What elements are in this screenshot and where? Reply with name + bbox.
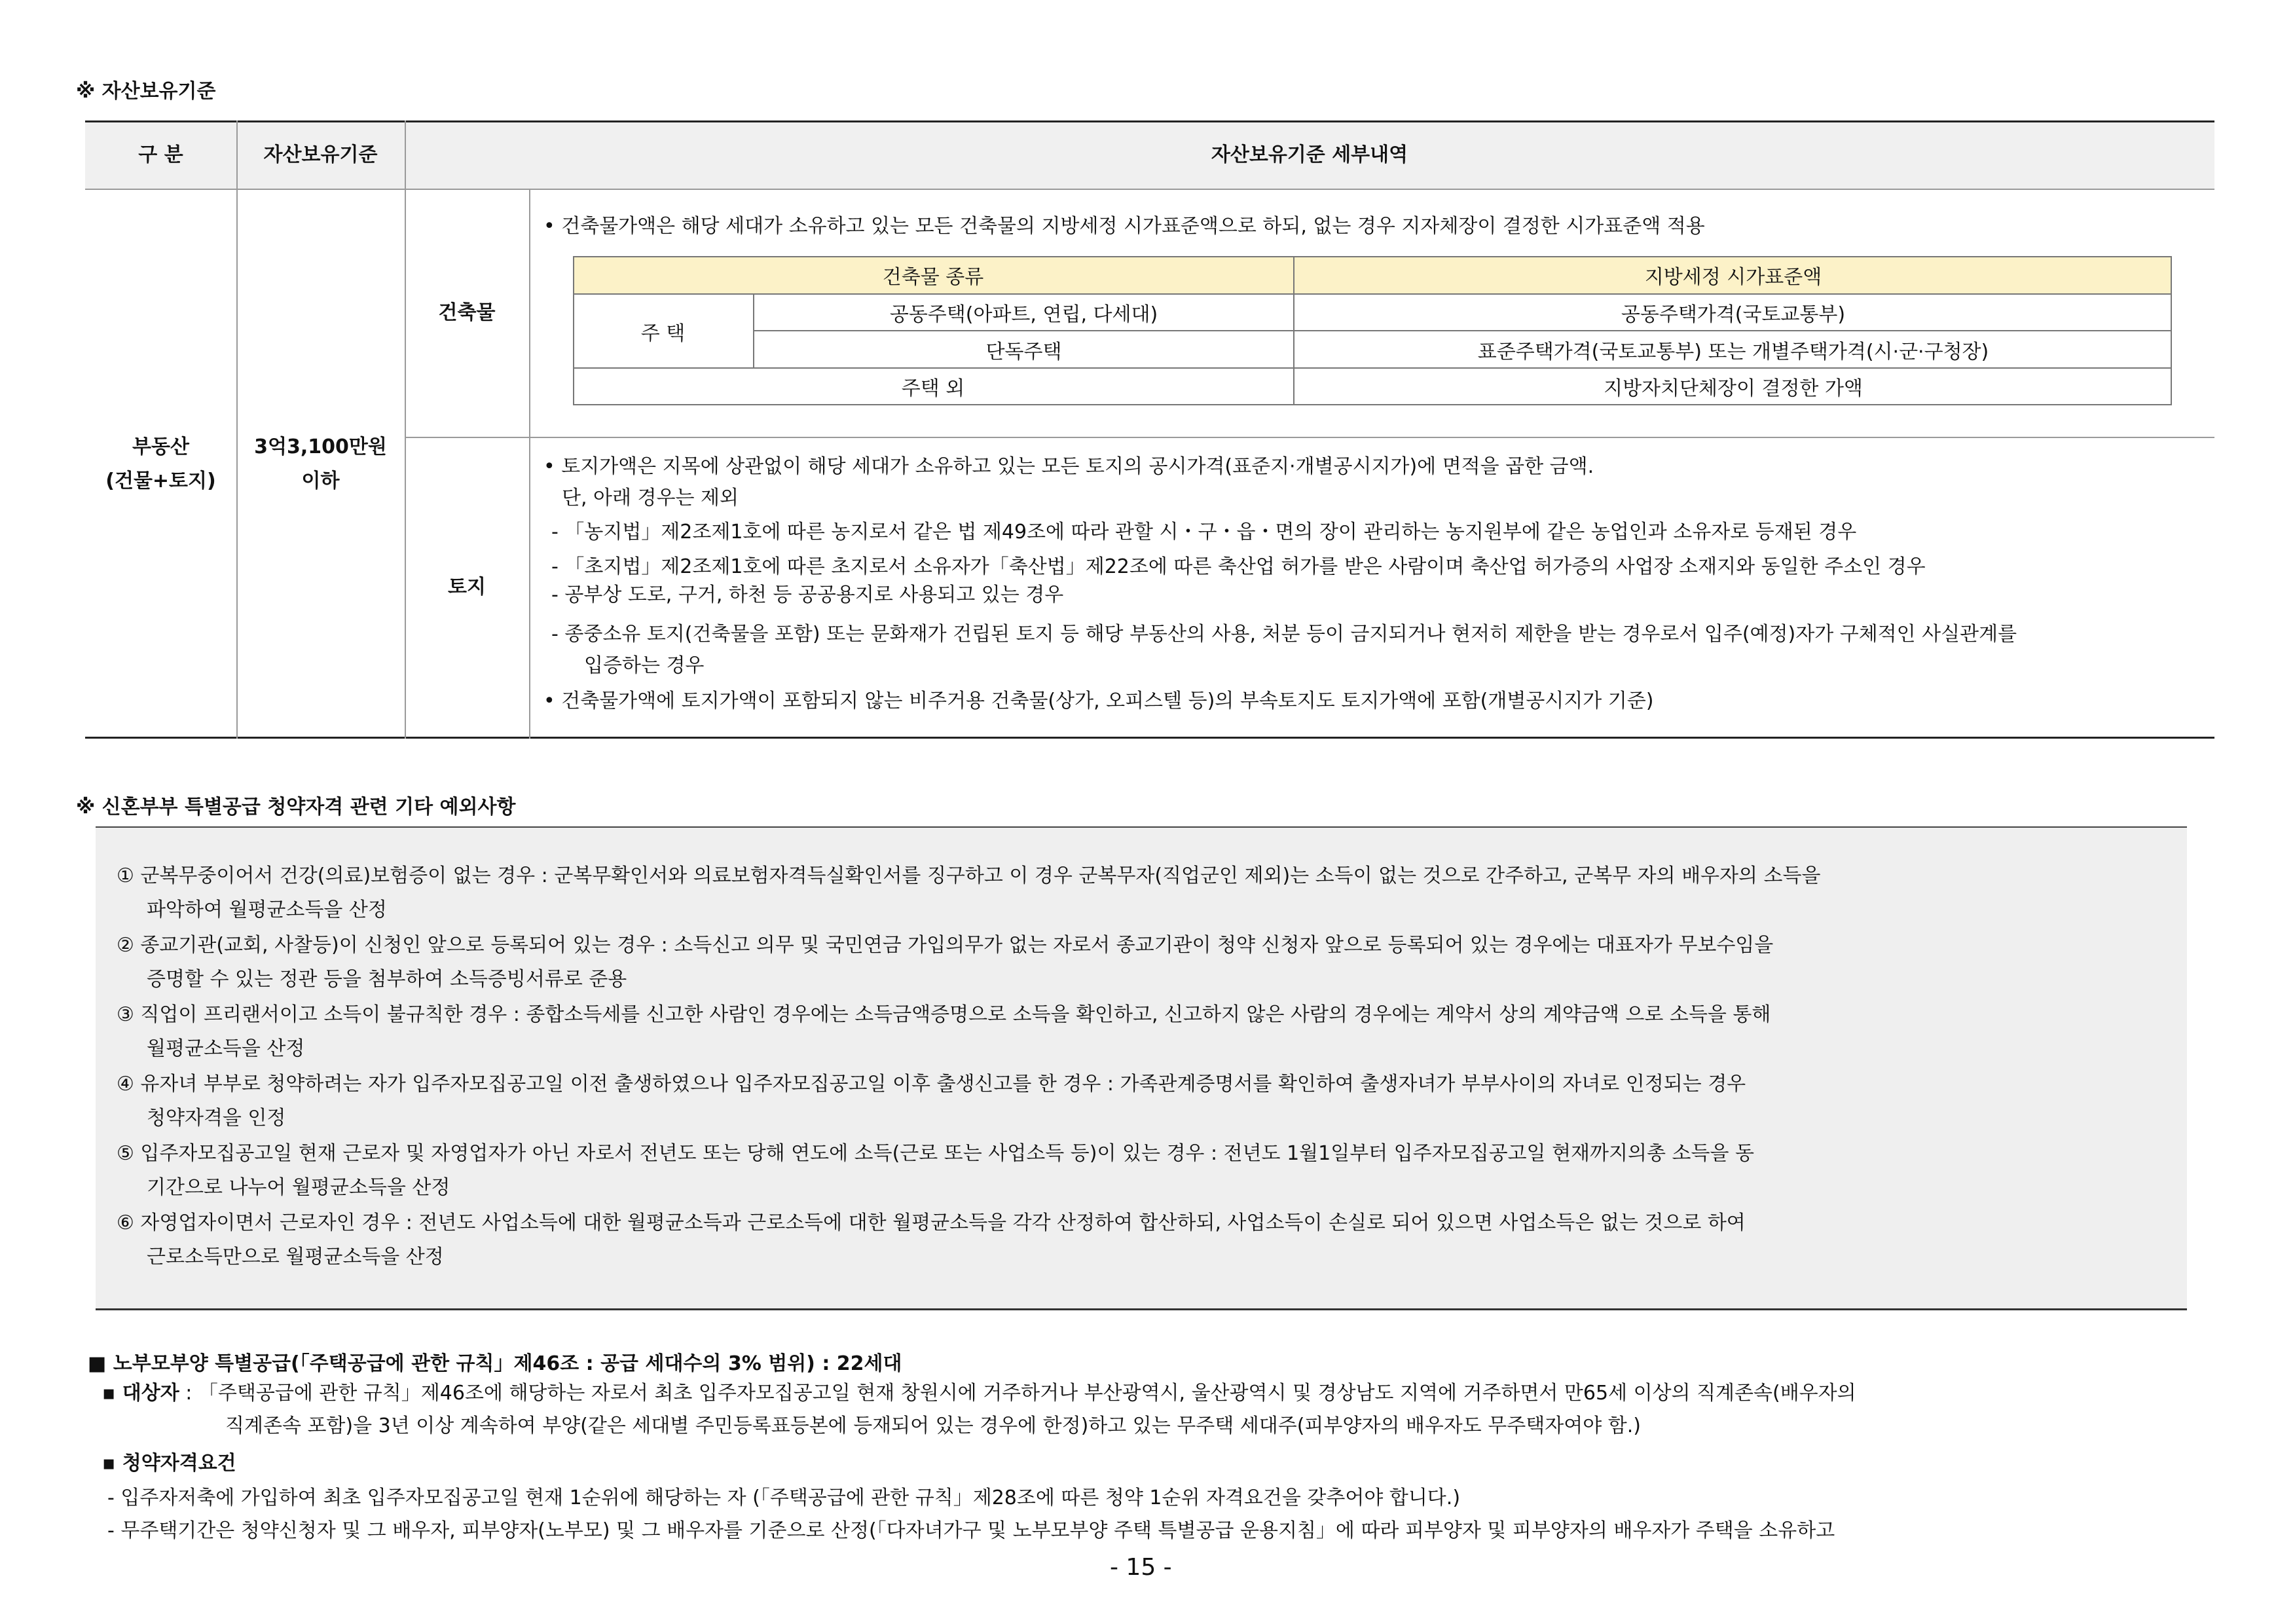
bt-row1-type: 공동주택(아파트, 연립, 다세대) (889, 303, 1158, 326)
header-category: 구 분 (138, 143, 183, 166)
land-line-8: • 건축물가액에 토지가액이 포함되지 않는 비주거용 건축물(상가, 오피스텔 등)의 부속토지도 토지가액에 포함(개별공시지가 기준) (543, 690, 1654, 712)
bt-housing-label: 주 택 (640, 322, 686, 345)
exception-line-4: 증명할 수 있는 정관 등을 첨부하여 소득증빙서류로 준용 (147, 968, 627, 991)
exception-line-1: ① 군복무중이어서 건강(의료)보험증이 없는 경우 : 군복무확인서와 의료보험자격득실확인서를 징구하고 이 경우 군복무자(직업군인 제외)는 소득이 없는 것으로 간주하고, 군복무 자의 배우자의 소득을 (117, 864, 1821, 887)
exception-line-7: ④ 유자녀 부부로 청약하려는 자가 입주자모집공고일 이전 출생하였으나 입주자모집공고일 이후 출생신고를 한 경우 : 가족관계증명서를 확인하여 출생자녀가 부부사이의 자녀로 인정되는 경우 (117, 1073, 1746, 1096)
bt-row3-type: 주택 외 (901, 377, 965, 400)
building-label: 건축물 (438, 301, 496, 325)
asset-criteria-table (85, 120, 2214, 739)
exception-line-9: ⑤ 입주자모집공고일 현재 근로자 및 자영업자가 아닌 자로서 전년도 또는 당해 연도에 소득(근로 또는 사업소득 등)이 있는 경우 : 전년도 1월1일부터 입주자모집공고일 현재까지의총 소득을 동 (117, 1142, 1754, 1165)
bt-row2-type: 단독주택 (985, 340, 1062, 363)
land-line-4: - 「초지법」제2조제1호에 따른 초지로서 소유자가「축산법」제22조에 따른 축산업 허가를 받은 사람이며 축산업 허가증의 사업장 소재지와 동일한 주소인 경우 (551, 555, 1926, 578)
qualification-label: ▪ 청약자격요건 (102, 1452, 236, 1475)
standard-line-2: 이하 (301, 470, 340, 492)
exception-line-3: ② 종교기관(교회, 사찰등)이 신청인 앞으로 등록되어 있는 경우 : 소득신고 의무 및 국민연금 가입의무가 없는 자로서 종교기관이 청약 신청자 앞으로 등록되어 있는 경우에는 대표자가 무보수임을 (117, 934, 1774, 957)
header-details: 자산보유기준 세부내역 (1211, 143, 1408, 166)
elderly-section-title: ■ 노부모부양 특별공급(「주택공급에 관한 규칙」제46조 : 공급 세대수의 3% 범위) : 22세대 (88, 1352, 902, 1375)
land-label: 토지 (448, 575, 486, 599)
exception-line-8: 청약자격을 인정 (147, 1107, 286, 1130)
exception-line-5: ③ 직업이 프리랜서이고 소득이 불규칙한 경우 : 종합소득세를 신고한 사람인 경우에는 소득금액증명으로 소득을 확인하고, 신고하지 않은 사람의 경우에는 계약서 상의 계약금액 으로 소득을 통해 (117, 1003, 1771, 1026)
building-land-divider (405, 437, 2214, 438)
building-value-table (573, 256, 2172, 405)
standard-line-1: 3억3,100만원 (254, 435, 387, 458)
category-cell (85, 190, 236, 739)
page-number: - 15 - (1110, 1554, 1172, 1581)
bt-row2-value: 표준주택가격(국토교통부) 또는 개별주택가격(시·군·구청장) (1477, 340, 1989, 363)
land-line-6: - 종중소유 토지(건축물을 포함) 또는 문화재가 건립된 토지 등 해당 부동산의 사용, 처분 등이 금지되거나 현저히 제한을 받는 경우로서 입주(예정)자가 구체적인 사실관계를 (551, 623, 2017, 646)
newlywed-exceptions-box (96, 826, 2187, 1310)
qualification-line-2: - 무주택기간은 청약신청자 및 그 배우자, 피부양자(노부모) 및 그 배우자를 기준으로 산정(「다자녀가구 및 노부모부양 주택 특별공급 운용지침」에 따라 피부양자 및 피부양자의 배우자가 주택을 소유하고 (107, 1519, 1835, 1542)
target-line-1: : 「주택공급에 관한 규칙」제46조에 해당하는 자로서 최초 입주자모집공고일 현재 창원시에 거주하거나 부산광역시, 울산광역시 및 경상남도 지역에 거주하면서 만65세 이상의 직계존속(배우자의 (179, 1382, 1856, 1405)
exception-line-2: 파악하여 월평균소득을 산정 (147, 898, 387, 921)
asset-section-title: ※ 자산보유기준 (76, 80, 216, 103)
newlywed-section-title: ※ 신혼부부 특별공급 청약자격 관련 기타 예외사항 (76, 796, 516, 819)
exception-line-10: 기간으로 나누어 월평균소득을 산정 (147, 1176, 450, 1199)
land-line-3: - 「농지법」제2조제1호에 따른 농지로서 같은 법 제49조에 따라 관할 시・구・읍・면의 장이 관리하는 농지원부에 같은 농업인과 소유자로 등재된 경우 (551, 521, 1857, 544)
category-line-1: 부동산 (132, 435, 189, 458)
building-intro: • 건축물가액은 해당 세대가 소유하고 있는 모든 건축물의 지방세정 시가표준액으로 하되, 없는 경우 지자체장이 결정한 시가표준액 적용 (543, 215, 1705, 238)
target-row (102, 1382, 1856, 1405)
land-line-7: 입증하는 경우 (584, 654, 705, 677)
bt-header-value: 지방세정 시가표준액 (1644, 265, 1822, 289)
bt-row1-value: 공동주택가격(국토교통부) (1621, 303, 1846, 326)
target-label: ▪ 대상자 (102, 1382, 179, 1405)
bt-header-type: 건축물 종류 (882, 265, 984, 289)
target-line-2: 직계존속 포함)을 3년 이상 계속하여 부양(같은 세대별 주민등록표등본에 등재되어 있는 경우에 한정)하고 있는 무주택 세대주(피부양자의 배우자도 무주택자여야 함.) (225, 1414, 1641, 1437)
header-standard: 자산보유기준 (263, 143, 378, 166)
land-line-5: - 공부상 도로, 구거, 하천 등 공공용지로 사용되고 있는 경우 (551, 583, 1064, 606)
bt-row3-value: 지방자치단체장이 결정한 가액 (1604, 377, 1863, 400)
category-line-2: (건물+토지) (105, 470, 216, 492)
bt-border-bottom (573, 404, 2172, 405)
exception-line-6: 월평균소득을 산정 (147, 1037, 305, 1060)
exception-line-12: 근로소득만으로 월평균소득을 산정 (147, 1246, 444, 1268)
land-line-1: • 토지가액은 지목에 상관없이 해당 세대가 소유하고 있는 모든 토지의 공시가격(표준지·개별공시지가)에 면적을 곱한 금액. (543, 455, 1594, 478)
qualification-line-1: - 입주자저축에 가입하여 최초 입주자모집공고일 현재 1순위에 해당하는 자 (「주택공급에 관한 규칙」제28조에 따른 청약 1순위 자격요건을 갖추어야 합니다.) (107, 1486, 1461, 1509)
land-line-2: 단, 아래 경우는 제외 (562, 487, 739, 509)
exception-line-11: ⑥ 자영업자이면서 근로자인 경우 : 전년도 사업소득에 대한 월평균소득과 근로소득에 대한 월평균소득을 각각 산정하여 합산하되, 사업소득이 손실로 되어 있으면 사업소득은 없는 것으로 하여 (117, 1211, 1746, 1234)
col-divider-3 (529, 190, 530, 739)
standard-cell (236, 190, 405, 739)
